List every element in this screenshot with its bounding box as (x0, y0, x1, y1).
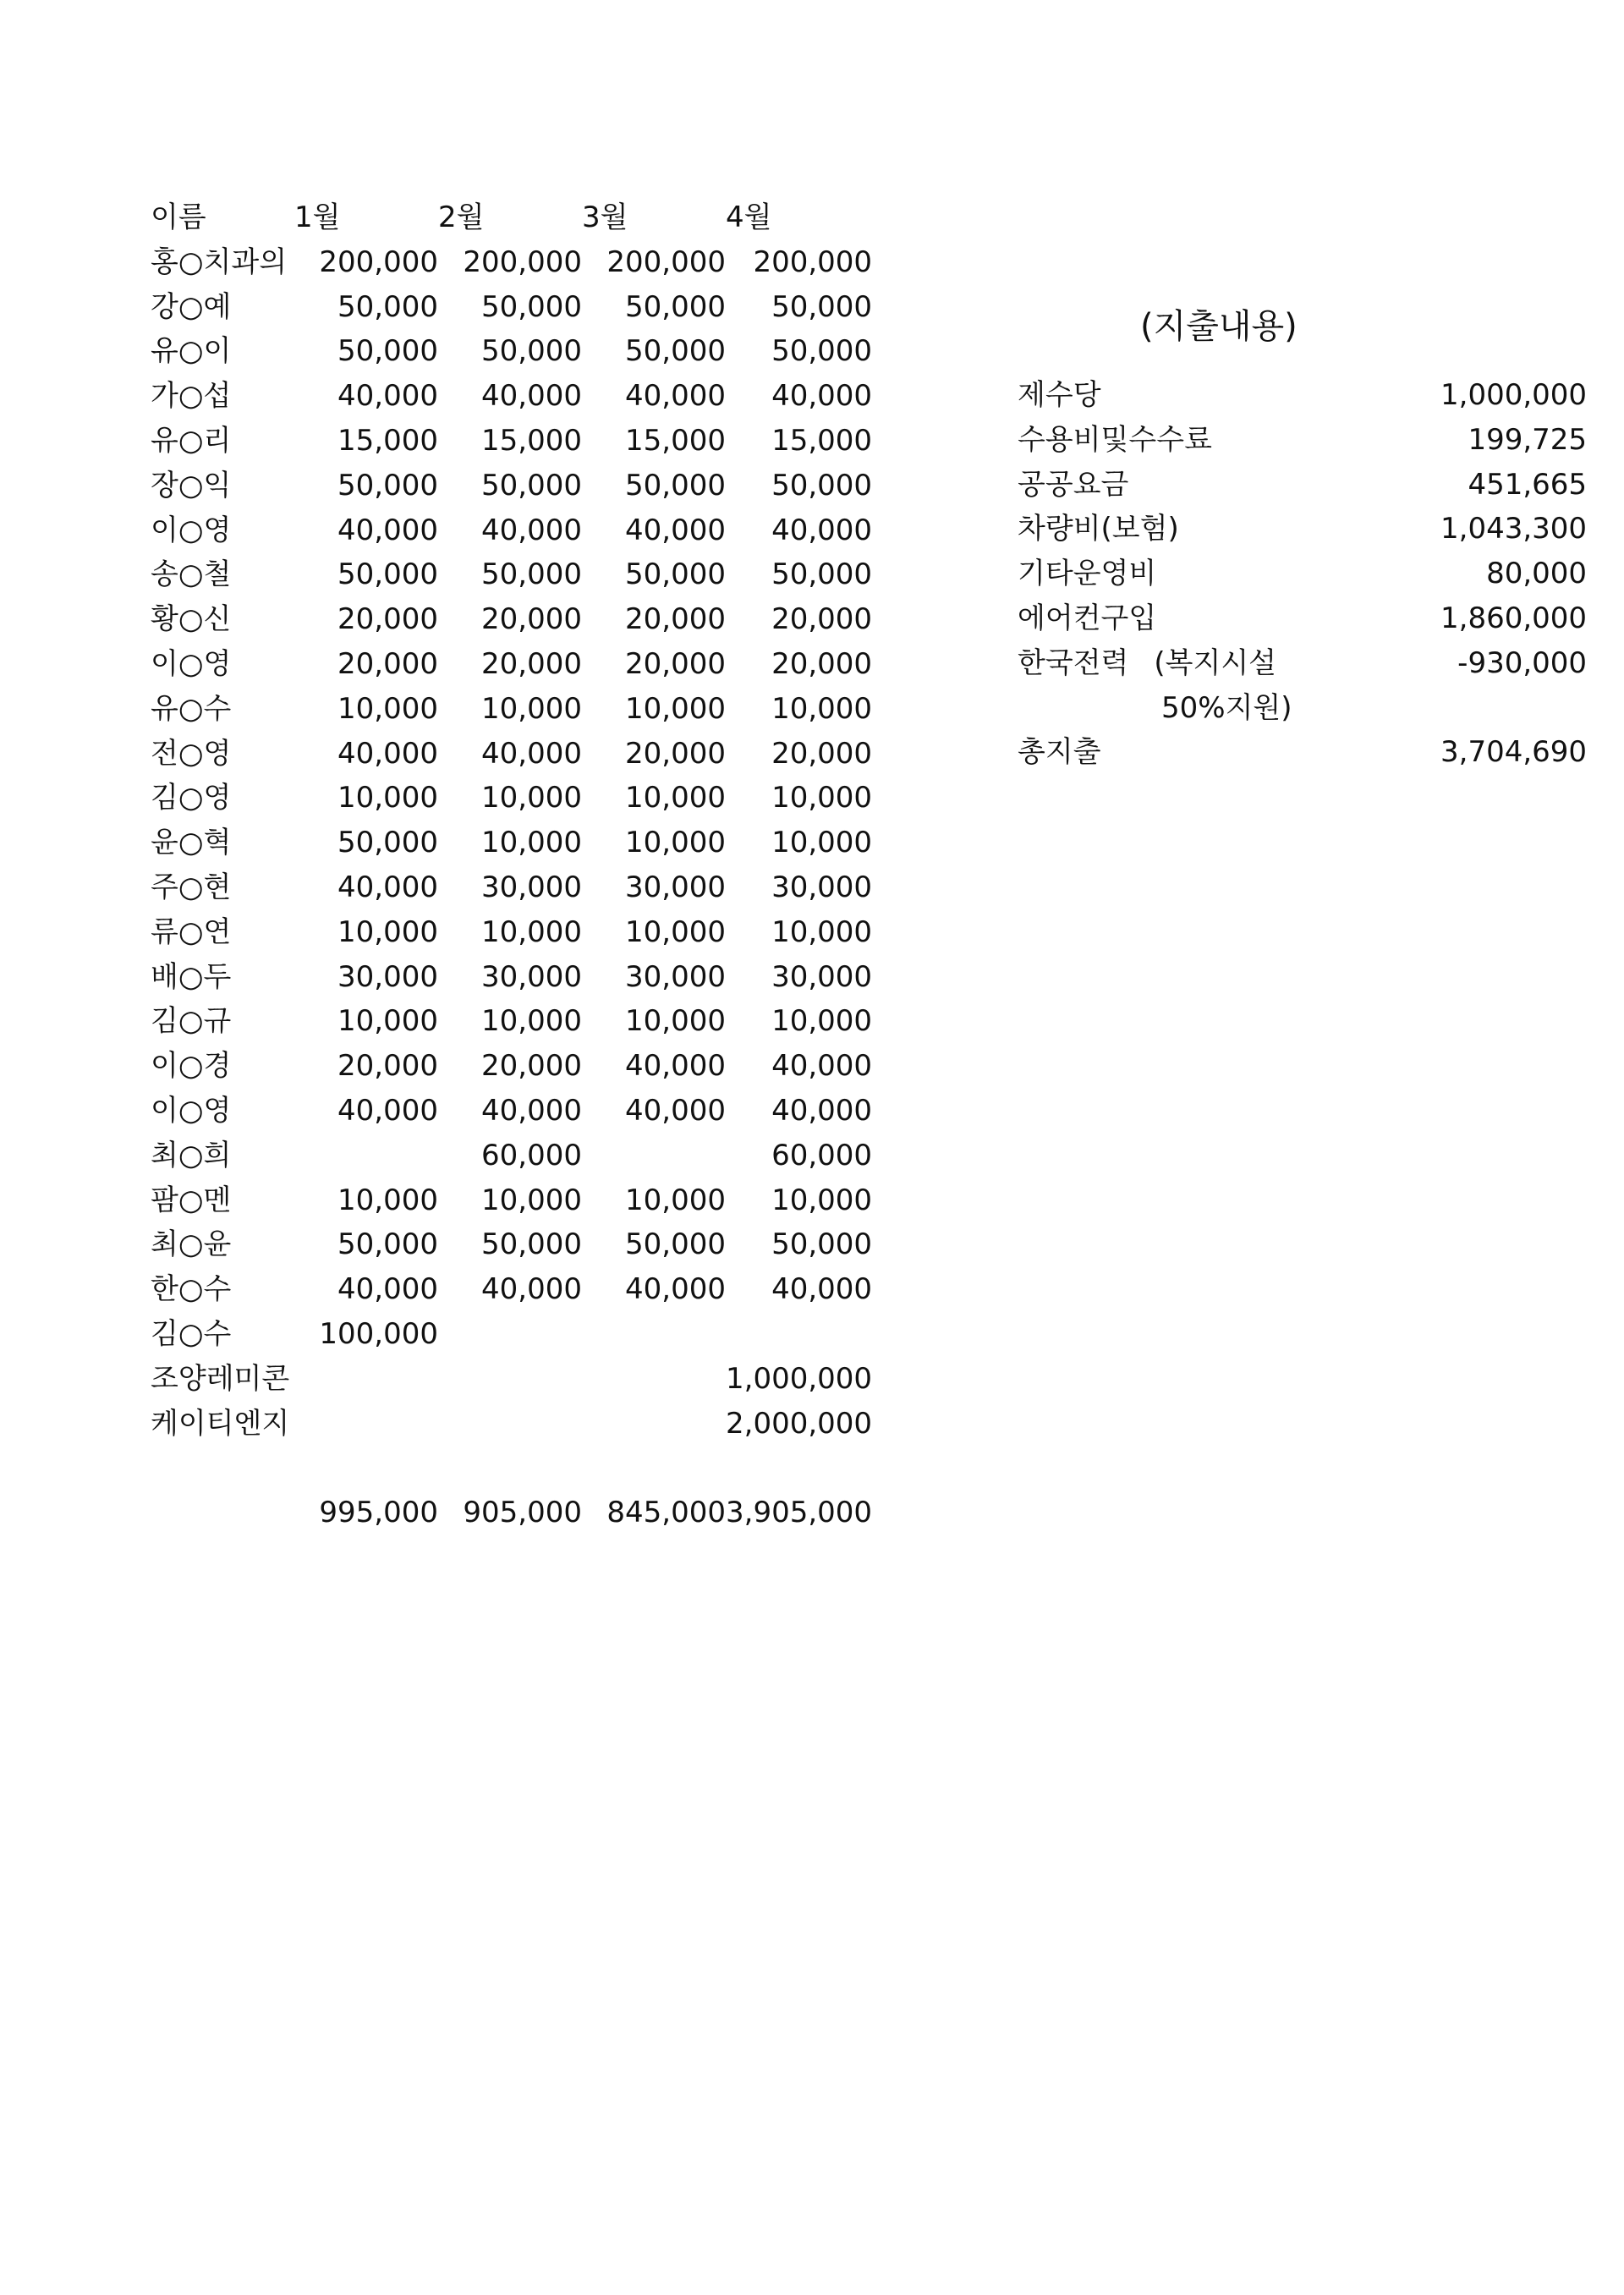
expense-row (1018, 373, 1587, 418)
donation-amount-month-2 (438, 1312, 582, 1357)
expense-label: 차량비(보험) (1018, 512, 1179, 546)
expense-note: (복지시설 (1154, 645, 1277, 680)
table-row (151, 508, 872, 553)
donation-amount-month-2: 10,000 (481, 1183, 582, 1217)
donation-amount-month-2: 10,000 (481, 781, 582, 815)
expense-amount: 451,665 (1468, 467, 1588, 502)
donor-name: 송○철 (151, 557, 232, 592)
expense-total-row (1018, 730, 1587, 775)
donation-table (151, 195, 872, 1535)
expense-amount: 80,000 (1486, 557, 1588, 591)
donation-amount-month-2 (438, 1402, 582, 1447)
donor-name: 황○신 (151, 602, 232, 637)
donation-amount-month-3: 20,000 (625, 646, 726, 681)
expense-amount: 1,000,000 (1440, 378, 1588, 412)
donation-amount-month-1 (294, 1134, 438, 1178)
donation-amount-month-3: 40,000 (625, 513, 726, 547)
table-row (151, 552, 872, 597)
donation-amount-month-3: 10,000 (625, 1004, 726, 1039)
donation-amount-month-2: 15,000 (481, 423, 582, 458)
donation-amount-month-3: 50,000 (625, 289, 726, 324)
total-month-3: 845,000 (606, 1496, 726, 1530)
table-row (151, 955, 872, 1000)
donation-amount-month-3 (582, 1134, 726, 1178)
table-row (151, 642, 872, 687)
donor-name: 이○영 (151, 513, 232, 547)
donation-amount-month-1 (294, 1402, 438, 1447)
table-row (151, 1089, 872, 1134)
donation-amount-month-1: 10,000 (337, 914, 438, 949)
donation-amount-month-4: 10,000 (771, 914, 873, 949)
expense-amount: 199,725 (1468, 422, 1588, 457)
donor-name: 장○익 (151, 468, 232, 502)
total-month-4: 3,905,000 (726, 1496, 873, 1530)
donor-name: 최○희 (151, 1138, 232, 1172)
donation-amount-month-4: 50,000 (771, 468, 873, 502)
table-row (151, 1402, 872, 1447)
donation-amount-month-3: 10,000 (625, 781, 726, 815)
expense-table (1018, 373, 1587, 775)
donation-amount-month-1: 50,000 (337, 334, 438, 369)
donation-amount-month-2: 200,000 (463, 244, 582, 279)
donation-amount-month-2: 20,000 (481, 602, 582, 637)
donation-amount-month-1: 200,000 (319, 244, 438, 279)
donor-name: 한○수 (151, 1272, 232, 1307)
donation-amount-month-4: 60,000 (771, 1138, 873, 1172)
donation-amount-month-3: 30,000 (625, 870, 726, 904)
donation-amount-month-2: 10,000 (481, 826, 582, 860)
donation-amount-month-3: 10,000 (625, 914, 726, 949)
expense-note-row (1018, 686, 1587, 731)
donation-amount-month-3 (582, 1402, 726, 1447)
donation-amount-month-2: 50,000 (481, 334, 582, 369)
table-row (151, 910, 872, 955)
donation-amount-month-1 (294, 1357, 438, 1402)
donation-amount-month-4: 50,000 (771, 1227, 873, 1262)
totals-row (151, 1491, 872, 1535)
donation-amount-month-1: 15,000 (337, 423, 438, 458)
donation-amount-month-4: 30,000 (771, 870, 873, 904)
donor-name: 강○예 (151, 289, 232, 324)
donor-name: 주○현 (151, 870, 232, 904)
donation-amount-month-3: 10,000 (625, 691, 726, 726)
donation-amount-month-4: 10,000 (771, 1183, 873, 1217)
donation-amount-month-3: 50,000 (625, 334, 726, 369)
donation-amount-month-1: 50,000 (337, 289, 438, 324)
donor-name: 김○수 (151, 1316, 232, 1351)
donation-amount-month-2: 40,000 (481, 379, 582, 414)
donation-amount-month-4: 50,000 (771, 334, 873, 369)
donor-name: 김○영 (151, 781, 232, 815)
donation-amount-month-1: 30,000 (337, 959, 438, 994)
donation-amount-month-2: 40,000 (481, 1272, 582, 1307)
donation-amount-month-4: 1,000,000 (726, 1361, 873, 1396)
donation-amount-month-4: 10,000 (771, 826, 873, 860)
donation-amount-month-3: 40,000 (625, 1093, 726, 1128)
donor-name: 케이티엔지 (151, 1406, 290, 1441)
donation-table-body (151, 195, 872, 1535)
donation-amount-month-1: 20,000 (337, 602, 438, 637)
donation-amount-month-1: 10,000 (337, 691, 438, 726)
donor-name: 배○두 (151, 959, 232, 994)
table-row (151, 329, 872, 374)
donation-amount-month-4: 40,000 (771, 1093, 873, 1128)
donation-amount-month-3: 40,000 (625, 379, 726, 414)
donation-amount-month-4: 30,000 (771, 959, 873, 994)
donation-amount-month-4: 20,000 (771, 602, 873, 637)
donation-amount-month-1: 40,000 (337, 379, 438, 414)
table-row (151, 419, 872, 464)
donor-name: 류○연 (151, 914, 232, 949)
donation-amount-month-3: 15,000 (625, 423, 726, 458)
donation-amount-month-1: 40,000 (337, 1272, 438, 1307)
donation-amount-month-2: 40,000 (481, 513, 582, 547)
table-row (151, 597, 872, 642)
table-row (151, 687, 872, 732)
table-row (151, 999, 872, 1044)
table-row (151, 240, 872, 285)
donation-amount-month-3: 20,000 (625, 736, 726, 771)
donation-amount-month-1: 50,000 (337, 557, 438, 592)
expense-row (1018, 418, 1587, 463)
donation-amount-month-1: 40,000 (337, 870, 438, 904)
header-month-3: 3월 (582, 200, 628, 234)
donation-amount-month-2: 40,000 (481, 1093, 582, 1128)
expense-label: 수용비및수수료 (1018, 422, 1212, 457)
donation-amount-month-4: 10,000 (771, 1004, 873, 1039)
expense-label: 총지출 (1018, 735, 1101, 770)
expense-table-body (1018, 373, 1587, 775)
header-name: 이름 (151, 200, 206, 234)
header-month-1: 1월 (294, 200, 341, 234)
donation-amount-month-3: 50,000 (625, 1227, 726, 1262)
donor-name: 유○리 (151, 423, 232, 458)
donor-name: 최○윤 (151, 1227, 232, 1262)
expense-amount: 1,860,000 (1440, 601, 1588, 635)
expense-label: 기타운영비 (1018, 557, 1157, 591)
donation-amount-month-1: 40,000 (337, 513, 438, 547)
donation-amount-month-2: 20,000 (481, 646, 582, 681)
table-row (151, 1312, 872, 1357)
donation-amount-month-4: 200,000 (753, 244, 873, 279)
donation-amount-month-2: 50,000 (481, 557, 582, 592)
donor-name: 조양레미콘 (151, 1361, 290, 1396)
donation-amount-month-3: 40,000 (625, 1272, 726, 1307)
table-row (151, 1134, 872, 1178)
donation-amount-month-4: 10,000 (771, 781, 873, 815)
table-row (151, 1044, 872, 1089)
table-header-row (151, 195, 872, 240)
donation-amount-month-1: 40,000 (337, 736, 438, 771)
donor-name: 유○수 (151, 691, 232, 726)
donation-amount-month-2 (438, 1357, 582, 1402)
donation-amount-month-3: 20,000 (625, 602, 726, 637)
donor-name: 김○규 (151, 1004, 232, 1039)
header-month-2: 2월 (438, 200, 485, 234)
expense-row (1018, 507, 1587, 552)
header-month-4: 4월 (726, 200, 772, 234)
donation-amount-month-2: 30,000 (481, 959, 582, 994)
expense-label: 한국전력 (1018, 645, 1129, 680)
table-row (151, 374, 872, 419)
expense-note: 50%지원) (1161, 690, 1292, 725)
spacer-row (151, 1446, 872, 1491)
donation-amount-month-4: 20,000 (771, 736, 873, 771)
donation-amount-month-3 (582, 1357, 726, 1402)
donation-amount-month-2: 10,000 (481, 691, 582, 726)
total-month-2: 905,000 (463, 1496, 582, 1530)
donation-amount-month-1: 20,000 (337, 1049, 438, 1084)
donation-amount-month-2: 20,000 (481, 1049, 582, 1084)
expense-row-special (1018, 641, 1587, 686)
donation-amount-month-2: 40,000 (481, 736, 582, 771)
donation-amount-month-2: 50,000 (481, 289, 582, 324)
table-row (151, 776, 872, 821)
donation-amount-month-4: 20,000 (771, 646, 873, 681)
expense-row (1018, 596, 1587, 641)
donation-amount-month-2: 10,000 (481, 1004, 582, 1039)
table-row (151, 285, 872, 330)
donation-amount-month-2: 50,000 (481, 1227, 582, 1262)
table-row (151, 1178, 872, 1223)
donation-amount-month-1: 10,000 (337, 781, 438, 815)
donation-amount-month-3: 50,000 (625, 557, 726, 592)
donation-amount-month-3: 200,000 (606, 244, 726, 279)
donation-amount-month-1: 10,000 (337, 1004, 438, 1039)
expense-amount: -930,000 (1457, 645, 1588, 680)
donation-amount-month-1: 50,000 (337, 468, 438, 502)
donation-amount-month-4 (726, 1312, 872, 1357)
expense-amount: 3,704,690 (1440, 735, 1588, 770)
donation-amount-month-1: 40,000 (337, 1093, 438, 1128)
expense-amount: 1,043,300 (1440, 512, 1588, 546)
donation-amount-month-4: 15,000 (771, 423, 873, 458)
donation-amount-month-2: 30,000 (481, 870, 582, 904)
donation-amount-month-3: 10,000 (625, 1183, 726, 1217)
donation-amount-month-4: 10,000 (771, 691, 873, 726)
donor-name: 전○영 (151, 736, 232, 771)
expense-label: 공공요금 (1018, 467, 1129, 502)
expense-row (1018, 463, 1587, 508)
donor-name: 유○이 (151, 334, 232, 369)
donation-amount-month-4: 40,000 (771, 1272, 873, 1307)
donation-amount-month-3: 40,000 (625, 1049, 726, 1084)
donor-name: 이○영 (151, 1093, 232, 1128)
donation-amount-month-1: 50,000 (337, 826, 438, 860)
donor-name: 윤○혁 (151, 826, 232, 860)
donation-amount-month-1: 10,000 (337, 1183, 438, 1217)
donation-amount-month-4: 40,000 (771, 379, 873, 414)
donation-amount-month-4: 2,000,000 (726, 1406, 873, 1441)
table-row (151, 821, 872, 865)
donation-amount-month-4: 40,000 (771, 513, 873, 547)
table-row (151, 1267, 872, 1312)
donation-amount-month-3 (582, 1312, 726, 1357)
donation-amount-month-1: 20,000 (337, 646, 438, 681)
table-row (151, 1222, 872, 1267)
table-row (151, 732, 872, 777)
expense-label: 에어컨구입 (1018, 601, 1157, 635)
donation-amount-month-2: 60,000 (481, 1138, 582, 1172)
donation-amount-month-1: 100,000 (319, 1316, 438, 1351)
donation-amount-month-4: 50,000 (771, 289, 873, 324)
total-month-1: 995,000 (319, 1496, 438, 1530)
donation-amount-month-1: 50,000 (337, 1227, 438, 1262)
donation-amount-month-3: 30,000 (625, 959, 726, 994)
expense-row (1018, 552, 1587, 596)
donation-amount-month-2: 10,000 (481, 914, 582, 949)
expense-label: 제수당 (1018, 378, 1101, 412)
donor-name: 이○경 (151, 1049, 232, 1084)
donation-amount-month-4: 50,000 (771, 557, 873, 592)
donor-name: 팜○멘 (151, 1183, 232, 1217)
donor-name: 홍○치과의 (151, 244, 288, 279)
donation-amount-month-4: 40,000 (771, 1049, 873, 1084)
table-row (151, 865, 872, 910)
table-row (151, 1357, 872, 1402)
donor-name: 가○섭 (151, 379, 232, 414)
donation-amount-month-3: 50,000 (625, 468, 726, 502)
donation-amount-month-3: 10,000 (625, 826, 726, 860)
expense-title: (지출내용) (1140, 307, 1298, 346)
donor-name: 이○영 (151, 646, 232, 681)
donation-amount-month-2: 50,000 (481, 468, 582, 502)
table-row (151, 464, 872, 508)
